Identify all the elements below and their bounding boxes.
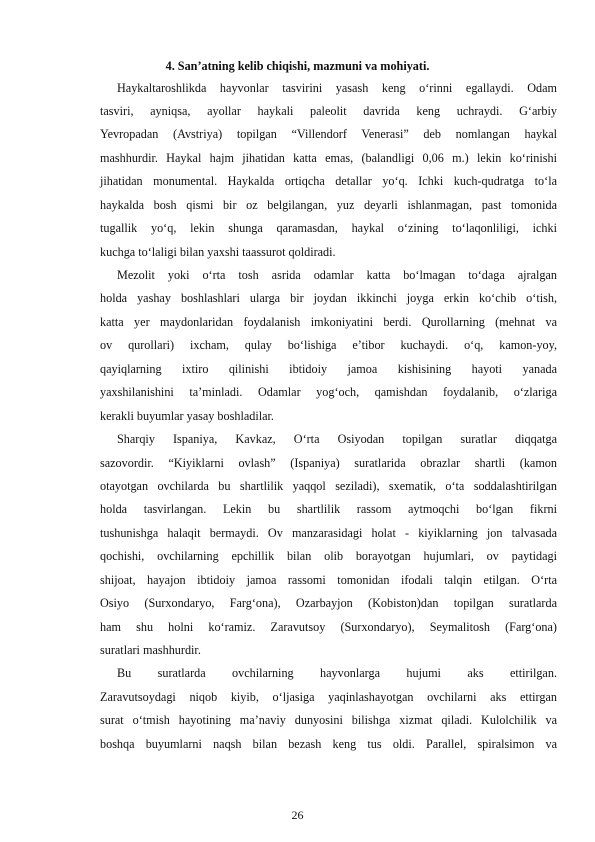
text-line: holda tasvirlangan. Lekin bu shartlilik rassom aytmoqchi bo‘lgan fikrni — [100, 502, 557, 517]
text-line: Sharqiy Ispaniya, Kavkaz, O‘rta Osiyodan topilgan suratlar diqqatga — [117, 432, 557, 447]
text-line: otayotgan ovchilarda bu shartlilik yaqqol seziladi), sxematik, o‘ta soddalashtirilgan — [100, 478, 557, 493]
text-line: kuchga to‘laligi bilan yaxshi taassurot qoldiradi. — [100, 244, 336, 259]
paragraph-1 — [100, 77, 557, 265]
text-line: Osiyo (Surxondaryo, Farg‘ona), Ozarbayjon (Kobiston)dan topilgan suratlarda — [100, 596, 557, 611]
text-line: tasviri, ayniqsa, ayollar haykali paleolit davrida keng uchraydi. G‘arbiy — [100, 103, 557, 118]
text-line: katta yer maydonlaridan foydalanish imkoniyatini berdi. Qurollarning (mehnat va — [100, 314, 557, 329]
page-number: 26 — [291, 808, 304, 822]
text-line: Mezolit yoki o‘rta tosh asrida odamlar katta bo‘lmagan to‘daga ajralgan — [117, 268, 557, 282]
text-line: Yevropadan (Avstriya) topilgan “Villendorf Venerasi” deb nomlangan haykal — [100, 127, 557, 142]
text-line: Haykaltaroshlikda hayvonlar tasvirini yasash keng o‘rinni egallaydi. Odam — [117, 80, 557, 95]
paragraph-3 — [100, 428, 557, 662]
text-line: yaxshilanishini ta’minladi. Odamlar yog‘och, qamishdan foydalanib, o‘zlariga — [100, 385, 557, 400]
text-line: holda yashay boshlashlari ularga bir joydan ikkinchi joyga erkin ko‘chib o‘tish, — [100, 291, 557, 306]
text-line: qayiqlarning ixtiro qilinishi ibtidoiy jamoa kishisining hayoti yanada — [100, 361, 557, 376]
text-line: kerakli buyumlar yasay boshladilar. — [100, 408, 274, 423]
text-line: mashhurdir. Haykal hajm jihatidan katta emas, (balandligi 0,06 m.) lekin ko‘rinishi — [100, 150, 557, 165]
text-line: qochishi, ovchilarning epchillik bilan olib borayotgan hujumlari, ov paytidagi — [100, 549, 557, 564]
text-line: shijoat, hayajon ibtidoiy jamoa rassomi tomonidan ifodali talqin etilgan. O‘rta — [100, 572, 557, 587]
text-line: Bu suratlarda ovchilarning hayvonlarga hujumi aks ettirilgan. — [117, 666, 557, 681]
text-line: ham shu holni ko‘ramiz. Zaravutsoy (Surxondaryo), Seymalitosh (Farg‘ona) — [100, 619, 557, 634]
text-line: tushunishga halaqit bermaydi. Ov manzarasidagi holat - kiyiklarning jon talvasada — [100, 525, 557, 540]
text-line: Zaravutsoydagi niqob kiyib, o‘ljasiga yaqinlashayotgan ovchilarni aks ettirgan — [100, 689, 557, 704]
text-line: suratlari mashhurdir. — [100, 643, 201, 657]
text-line: boshqa buyumlarni naqsh bilan bezash keng tus oldi. Parallel, spiralsimon va — [100, 736, 557, 751]
text-line: sazovordir. “Kiyiklarni ovlash” (Ispaniya) suratlarida obrazlar shartli (kamon — [100, 455, 557, 470]
body-text — [100, 77, 557, 757]
text-line: ov qurollari) ixcham, qulay bo‘lishiga e’tibor kuchaydi. o‘q, kamon-yoy, — [100, 338, 557, 353]
section-title: 4. San’atning kelib chiqishi, mazmuni va mohiyati. — [165, 59, 430, 73]
text-line: tugallik yo‘q, lekin shunga qaramasdan, haykal o‘zining to‘laqonliligi, ichki — [100, 221, 557, 236]
text-line: haykalda bosh qismi bir oz belgilangan, yuz deyarli ishlanmagan, past tomonida — [100, 197, 557, 212]
text-line: surat o‘tmish hayotining ma’naviy dunyosini bilishga xizmat qiladi. Kulolchilik va — [100, 713, 557, 728]
text-line: jihatidan monumental. Haykalda ortiqcha detallar yo‘q. Ichki kuch-qudratga to‘la — [100, 174, 557, 189]
paragraph-4 — [100, 662, 557, 756]
paragraph-2 — [100, 264, 557, 428]
